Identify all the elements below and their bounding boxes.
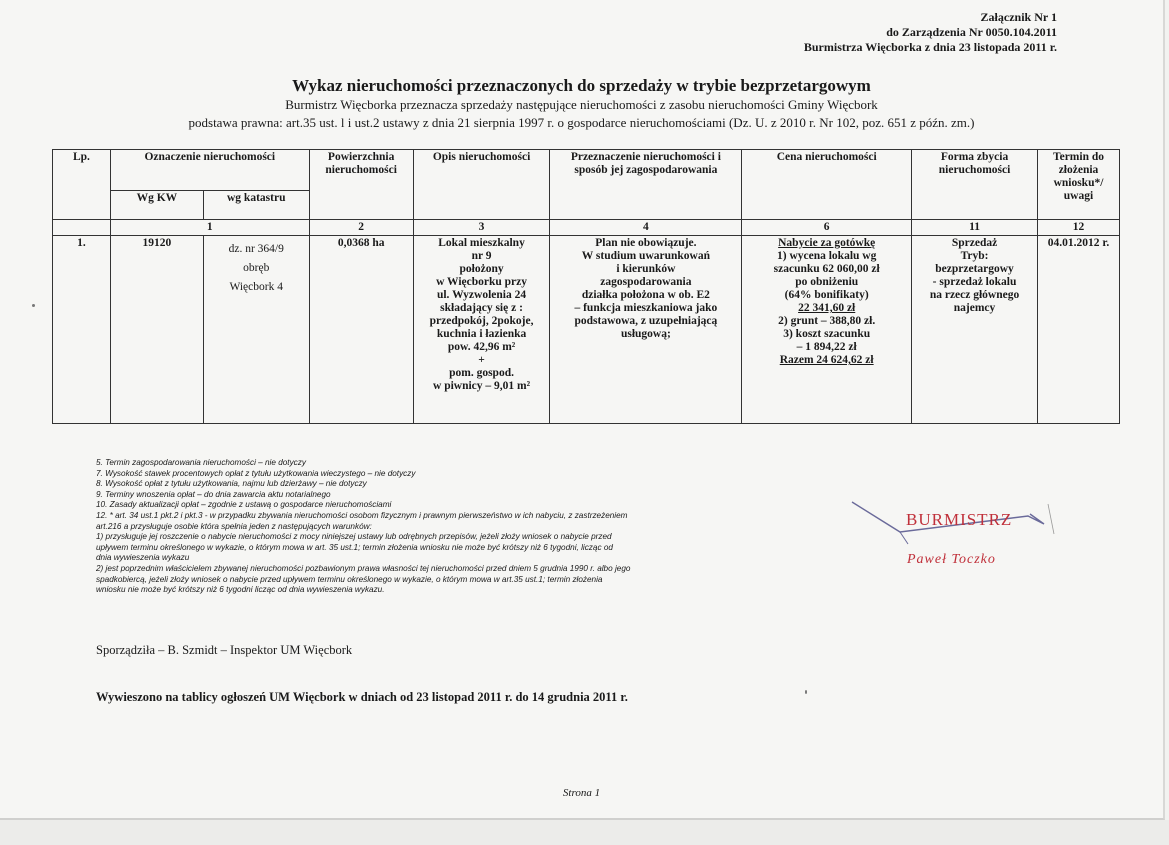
form-line: bezprzetargowy (935, 263, 1014, 275)
stamp-title: BURMISTRZ (906, 510, 1013, 529)
footnote: art.216 a przysługuje osobie która spełnia jeden z następujących warunków: (96, 521, 372, 531)
purpose-line: zagospodarowania (600, 276, 692, 288)
footnote: wniosku nie może być krótszy niż 6 tygodni licząc od dnia wywieszenia wykazu. (96, 585, 385, 595)
column-number: 12 (1037, 220, 1119, 236)
legal-basis: podstawa prawna: art.35 ust. l i ust.2 ustawy z dnia 21 sierpnia 1997 r. o gospodarce nieruchomościami (Dz. U. z 2010 r. Nr 102, poz. 651 z późn. zm.) (188, 115, 975, 130)
header-area: Powierzchnia nieruchomości (309, 150, 413, 220)
row-lp: 1. (53, 236, 111, 424)
description-line: nr 9 (471, 250, 492, 262)
row-description (413, 236, 550, 424)
column-number-row (53, 220, 1120, 236)
row-deadline: 04.01.2012 r. (1037, 236, 1119, 424)
description-line: pom. gospod. (449, 367, 514, 379)
cadastre-line: obręb (243, 262, 270, 274)
header-form: Forma zbycia nieruchomości (912, 150, 1038, 220)
footnote: 10. Zasady aktualizacji opłat – zgodnie z ustawą o gospodarce nieruchomościami (96, 500, 392, 510)
form-line: na rzecz głównego (929, 289, 1020, 301)
annex-line-2: do Zarządzenia Nr 0050.104.2011 (886, 25, 1057, 39)
description-line: + (478, 354, 485, 366)
description-line: położony (459, 263, 504, 275)
price-line: 3) koszt szacunku (783, 328, 871, 340)
header-designation: Oznaczenie nieruchomości (110, 150, 309, 191)
footnote: 12. * art. 34 ust.1 pkt.2 i pkt.3 - w przypadku zbywania nieruchomości osobom fizycznym i prawnym pierwszeństwo w ich nabyciu, z zastrzeżeniem (96, 510, 628, 520)
cadastre-line: dz. nr 364/9 (228, 243, 284, 255)
purpose-line: usługową; (620, 328, 671, 340)
header-lp: Lp. (53, 150, 111, 220)
description-line: Lokal mieszkalny (438, 237, 525, 249)
column-number: 1 (110, 220, 309, 236)
column-number: 11 (912, 220, 1038, 236)
description-line: ul. Wyzwolenia 24 (436, 289, 527, 301)
document-subtitle: Burmistrz Więcborka przeznacza sprzedaży następujące nieruchomości z zasobu nieruchomości Gminy Więcbork (285, 97, 878, 112)
price-heading: Nabycie za gotówkę (778, 237, 876, 249)
posting-notice: Wywieszono na tablicy ogłoszeń UM Więcbork w dniach od 23 listopad 2011 r. do 14 grudnia 2011 r. (96, 690, 628, 704)
price-line: – 1 894,22 zł (796, 341, 857, 353)
header-purpose: Przeznaczenie nieruchomości i sposób jej zagospodarowania (550, 150, 742, 220)
footnote: 1) przysługuje jej roszczenie o nabycie nieruchomości z mocy niniejszej ustawy lub odrębnych przepisów, jeżeli złoży wniosek o nabycie przed (96, 532, 612, 542)
scan-speck (805, 690, 807, 694)
stamp-name: Paweł Toczko (907, 552, 996, 567)
row-price (742, 236, 912, 424)
prepared-by: Sporządziła – B. Szmidt – Inspektor UM Więcbork (96, 643, 353, 657)
header-description: Opis nieruchomości (413, 150, 550, 220)
header-deadline: Termin do złożenia wniosku*/ uwagi (1037, 150, 1119, 220)
description-line: składający się z : (440, 302, 523, 314)
footnote: upływem terminu określonego w wykazie, o którym mowa w art. 35 ust.1; termin złożenia wniosku nie może być krótszy niż 6 tygodni, licząc od (96, 542, 613, 552)
cadastre-line: Więcbork 4 (229, 281, 283, 293)
scan-speck (32, 304, 35, 307)
document-title: Wykaz nieruchomości przeznaczonych do sprzedaży w trybie bezprzetargowym (292, 76, 871, 95)
purpose-line: i kierunków (616, 263, 676, 275)
footnote: 8. Wysokość opłat z tytułu użytkowania, najmu lub dzierżawy – nie dotyczy (96, 479, 367, 489)
header-row (53, 150, 1120, 191)
row-area: 0,0368 ha (309, 236, 413, 424)
description-line: przedpokój, 2pokoje, (429, 315, 534, 327)
footnote: 7. Wysokość stawek procentowych opłat z tytułu użytkowania wieczystego – nie dotyczy (96, 468, 416, 478)
footnote: 9. Terminy wnoszenia opłat – do dnia zawarcia aktu notarialnego (96, 489, 331, 499)
price-line: po obniżeniu (795, 276, 859, 288)
form-line: - sprzedaż lokalu (932, 276, 1017, 288)
column-number: 3 (413, 220, 550, 236)
table-row (53, 236, 1120, 424)
purpose-line: działka położona w ob. E2 (581, 289, 710, 301)
footnote: dnia wywieszenia wykazu (96, 553, 190, 563)
price-total: Razem 24 624,62 zł (779, 354, 874, 366)
form-line: najemcy (953, 302, 996, 314)
form-line: Sprzedaż (951, 237, 998, 249)
price-line: 22 341,60 zł (798, 302, 856, 314)
price-line: (64% bonifikaty) (784, 289, 869, 301)
footnote: 2) jest poprzednim właścicielem zbywanej nieruchomości pozbawionym prawa własności tej nieruchomości przed dniem 5 grudnia 1990 r. albo jego (96, 563, 631, 573)
price-line: 1) wycena lokalu wg (777, 250, 877, 262)
description-line: kuchnia i łazienka (436, 328, 527, 340)
form-line: Tryb: (960, 250, 989, 262)
column-number: 6 (742, 220, 912, 236)
footnote: 5. Termin zagospodarowania nieruchomości – nie dotyczy (96, 458, 306, 467)
purpose-line: – funkcja mieszkaniowa jako (574, 302, 718, 314)
row-purpose (550, 236, 742, 424)
header-cadastre: wg katastru (203, 191, 309, 220)
description-line: pow. 42,96 m² (447, 341, 516, 353)
purpose-line: podstawowa, z uzupełniającą (574, 315, 718, 327)
page-number: Strona 1 (562, 787, 601, 799)
row-cadastre (203, 236, 309, 424)
column-number: 2 (309, 220, 413, 236)
description-line: w piwnicy – 9,01 m² (433, 380, 531, 392)
column-number: 4 (550, 220, 742, 236)
description-line: w Więcborku przy (436, 276, 528, 288)
annex-line-3: Burmistrza Więcborka z dnia 23 listopada 2011 r. (803, 40, 1057, 54)
row-kw: 19120 (110, 236, 203, 424)
purpose-line: Plan nie obowiązuje. (595, 237, 697, 249)
annex-header (804, 10, 1057, 55)
property-table (52, 149, 1120, 424)
annex-line-1: Załącznik Nr 1 (980, 10, 1057, 24)
column-number (53, 220, 111, 236)
price-line: 2) grunt – 388,80 zł. (778, 315, 876, 327)
header-kw: Wg KW (110, 191, 203, 220)
scan-margin (0, 820, 1169, 845)
purpose-line: W studium uwarunkowań (581, 250, 711, 262)
footnotes (96, 458, 856, 596)
row-form (912, 236, 1038, 424)
header-price: Cena nieruchomości (742, 150, 912, 220)
price-line: szacunku 62 060,00 zł (773, 263, 880, 275)
footnote: spadkobiercą, jeżeli złoży wniosek o nabycie przed upływem terminu określonego w wykazie, o którym mowa w art.35 ust.1; termin złożenia (96, 574, 603, 584)
